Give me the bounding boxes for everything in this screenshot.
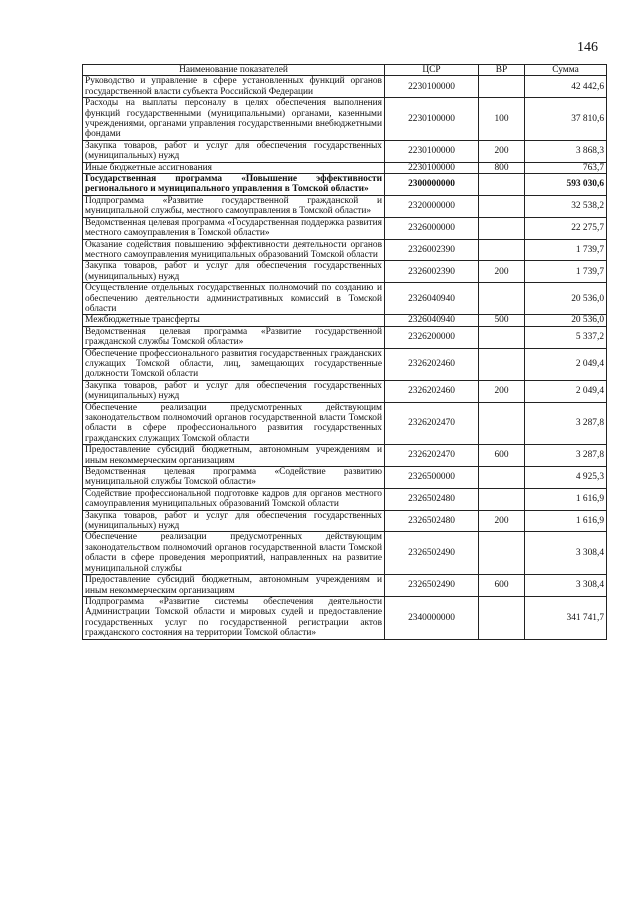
row-sum: 1 739,7 <box>525 239 607 261</box>
header-row <box>83 65 607 76</box>
row-sum: 32 538,2 <box>525 195 607 217</box>
row-vr-code <box>479 402 525 445</box>
row-vr-code: 600 <box>479 575 525 597</box>
row-sum: 1 616,9 <box>525 510 607 532</box>
table-row <box>83 596 607 639</box>
header-csr: ЦСР <box>385 65 479 76</box>
row-sum: 4 925,3 <box>525 467 607 489</box>
row-name: Подпрограмма «Развитие системы обеспечения деятельности Администрации Томской области и мировых судей и предоставление государственных услуг по государственной регистрации актов гражданского состояния на территории Томской области» <box>83 596 385 639</box>
table-row <box>83 532 607 575</box>
row-name: Закупка товаров, работ и услуг для обеспечения государственных (муниципальных) нужд <box>83 140 385 162</box>
row-name: Предоставление субсидий бюджетным, автономным учреждениям и иным некоммерческим организациям <box>83 575 385 597</box>
row-name: Руководство и управление в сфере установленных функций органов государственной власти субъекта Российской Федерации <box>83 76 385 98</box>
row-vr-code <box>479 239 525 261</box>
row-sum: 3 287,8 <box>525 445 607 467</box>
row-vr-code <box>479 283 525 315</box>
row-vr-code: 500 <box>479 315 525 326</box>
row-vr-code: 200 <box>479 261 525 283</box>
row-name: Подпрограмма «Развитие государственной гражданской и муниципальной службы, местного самоуправления в Томской области» <box>83 195 385 217</box>
table-row <box>83 326 607 348</box>
row-sum: 3 308,4 <box>525 575 607 597</box>
table-row <box>83 445 607 467</box>
table-row <box>83 195 607 217</box>
row-name: Ведомственная целевая программа «Государственная поддержка развития местного самоуправления в Томской области» <box>83 217 385 239</box>
row-sum: 341 741,7 <box>525 596 607 639</box>
table-row <box>83 76 607 98</box>
table-row <box>83 510 607 532</box>
row-csr-code: 2326002390 <box>385 239 479 261</box>
row-csr-code: 2326202470 <box>385 445 479 467</box>
table-header <box>83 65 607 76</box>
row-name: Закупка товаров, работ и услуг для обеспечения государственных (муниципальных) нужд <box>83 380 385 402</box>
row-vr-code: 100 <box>479 98 525 141</box>
row-vr-code: 200 <box>479 380 525 402</box>
row-vr-code <box>479 488 525 510</box>
table-row <box>83 98 607 141</box>
row-csr-code: 2326202470 <box>385 402 479 445</box>
row-vr-code: 200 <box>479 140 525 162</box>
row-csr-code: 2326040940 <box>385 315 479 326</box>
row-vr-code <box>479 596 525 639</box>
row-csr-code: 2326202460 <box>385 348 479 380</box>
budget-table <box>82 64 607 640</box>
table-row <box>83 283 607 315</box>
row-csr-code: 2326502490 <box>385 532 479 575</box>
row-vr-code: 600 <box>479 445 525 467</box>
table-body <box>83 76 607 639</box>
row-csr-code: 2340000000 <box>385 596 479 639</box>
table-row <box>83 217 607 239</box>
row-name: Межбюджетные трансферты <box>83 315 385 326</box>
row-csr-code: 2230100000 <box>385 162 479 173</box>
row-csr-code: 2326502480 <box>385 488 479 510</box>
row-name: Ведомственная целевая программа «Содействие развитию муниципальной службы Томской области» <box>83 467 385 489</box>
row-sum: 1 616,9 <box>525 488 607 510</box>
row-sum: 5 337,2 <box>525 326 607 348</box>
row-sum: 20 536,0 <box>525 283 607 315</box>
row-vr-code: 200 <box>479 510 525 532</box>
header-name: Наименование показателей <box>83 65 385 76</box>
row-sum: 3 308,4 <box>525 532 607 575</box>
row-sum: 20 536,0 <box>525 315 607 326</box>
header-sum: Сумма <box>525 65 607 76</box>
row-csr-code: 2230100000 <box>385 98 479 141</box>
row-vr-code <box>479 217 525 239</box>
row-csr-code: 2320000000 <box>385 195 479 217</box>
row-sum: 763,7 <box>525 162 607 173</box>
row-csr-code: 2326000000 <box>385 217 479 239</box>
row-csr-code: 2326502480 <box>385 510 479 532</box>
table-row <box>83 348 607 380</box>
row-name: Государственная программа «Повышение эффективности регионального и муниципального управления в Томской области» <box>83 174 385 196</box>
row-name: Осуществление отдельных государственных полномочий по созданию и обеспечению деятельности административных комиссий в Томской области <box>83 283 385 315</box>
row-name: Ведомственная целевая программа «Развитие государственной гражданской службы Томской области» <box>83 326 385 348</box>
row-sum: 3 868,3 <box>525 140 607 162</box>
table-row <box>83 380 607 402</box>
row-name: Расходы на выплаты персоналу в целях обеспечения выполнения функций государственными (муниципальными) органами, казенными учреждениями, органами управления государственными внебюджетными фондами <box>83 98 385 141</box>
table-row <box>83 239 607 261</box>
row-vr-code <box>479 76 525 98</box>
row-sum: 42 442,6 <box>525 76 607 98</box>
table-row <box>83 315 607 326</box>
table-row <box>83 488 607 510</box>
row-vr-code <box>479 326 525 348</box>
row-csr-code: 2300000000 <box>385 174 479 196</box>
row-name: Закупка товаров, работ и услуг для обеспечения государственных (муниципальных) нужд <box>83 261 385 283</box>
row-csr-code: 2326200000 <box>385 326 479 348</box>
table-row <box>83 575 607 597</box>
row-name: Иные бюджетные ассигнования <box>83 162 385 173</box>
row-sum: 22 275,7 <box>525 217 607 239</box>
row-vr-code <box>479 174 525 196</box>
row-sum: 593 030,6 <box>525 174 607 196</box>
page-number: 146 <box>577 40 598 55</box>
row-vr-code <box>479 467 525 489</box>
table-row <box>83 467 607 489</box>
row-sum: 37 810,6 <box>525 98 607 141</box>
header-vr: ВР <box>479 65 525 76</box>
table-row <box>83 162 607 173</box>
table-row <box>83 174 607 196</box>
row-csr-code: 2326502490 <box>385 575 479 597</box>
row-vr-code: 800 <box>479 162 525 173</box>
row-csr-code: 2326500000 <box>385 467 479 489</box>
row-name: Обеспечение профессионального развития государственных гражданских служащих Томской области, лиц, замещающих государственные должности Томской области <box>83 348 385 380</box>
row-vr-code <box>479 195 525 217</box>
table-row <box>83 402 607 445</box>
row-name: Оказание содействия повышению эффективности деятельности органов местного самоуправления муниципальных образований Томской области <box>83 239 385 261</box>
table-row <box>83 261 607 283</box>
row-name: Обеспечение реализации предусмотренных действующим законодательством полномочий органов государственной власти Томской области в сфере профессионального развития государственных гражданских служащих Томской области <box>83 402 385 445</box>
row-csr-code: 2326202460 <box>385 380 479 402</box>
row-csr-code: 2326040940 <box>385 283 479 315</box>
row-vr-code <box>479 532 525 575</box>
row-sum: 2 049,4 <box>525 380 607 402</box>
row-sum: 3 287,8 <box>525 402 607 445</box>
row-sum: 2 049,4 <box>525 348 607 380</box>
row-csr-code: 2230100000 <box>385 76 479 98</box>
row-sum: 1 739,7 <box>525 261 607 283</box>
row-csr-code: 2326002390 <box>385 261 479 283</box>
table-row <box>83 140 607 162</box>
row-name: Обеспечение реализации предусмотренных действующим законодательством полномочий органов государственной власти Томской области в сфере проведения мероприятий, направленных на развитие муниципальной службы <box>83 532 385 575</box>
row-name: Предоставление субсидий бюджетным, автономным учреждениям и иным некоммерческим организациям <box>83 445 385 467</box>
row-name: Закупка товаров, работ и услуг для обеспечения государственных (муниципальных) нужд <box>83 510 385 532</box>
row-csr-code: 2230100000 <box>385 140 479 162</box>
row-name: Содействие профессиональной подготовке кадров для органов местного самоуправления муниципальных образований Томской области <box>83 488 385 510</box>
row-vr-code <box>479 348 525 380</box>
